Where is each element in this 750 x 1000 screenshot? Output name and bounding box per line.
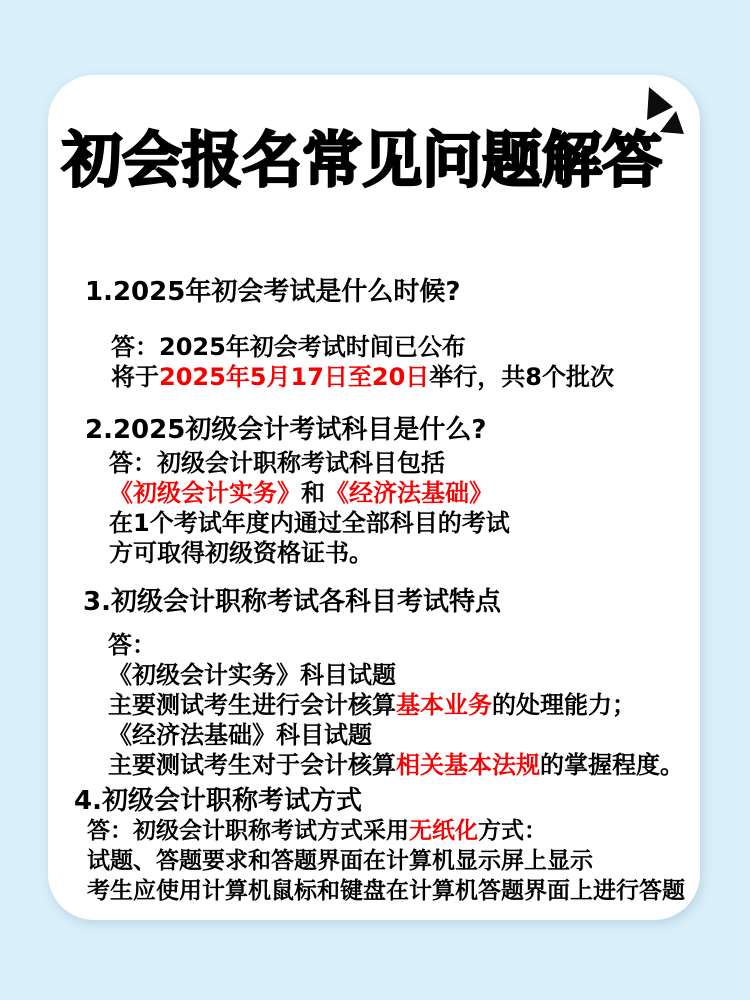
faq-question: 4.初级会计职称考试方式 [74,786,362,816]
faq-answer-line [108,660,700,690]
faq-question: 1.2025年初会考试是什么时候? [85,277,461,307]
faq-answer-line [108,720,700,750]
faq-answer-line [109,478,700,508]
answer-text: 的掌握程度。 [540,751,684,779]
answer-text: 《经济法基础》科目试题 [108,721,372,749]
faq-answer-line [108,750,700,780]
answer-text: 在1个考试年度内通过全部科目的考试 [109,509,510,537]
faq-answer [109,448,700,568]
faq-card [48,75,700,920]
answer-text: 和 [301,479,325,507]
faq-question: 2.2025初级会计考试科目是什么? [85,415,487,445]
answer-text: 答： [108,631,156,659]
answer-text: 的处理能力； [492,691,636,719]
faq-answer-line [109,538,700,568]
page-title: 初会报名常见问题解答 [62,126,662,196]
highlighted-text: 2025年5月17日至20日 [159,363,430,391]
highlighted-text: 《初级会计实务》 [109,479,301,507]
faq-answer-line [87,816,700,846]
answer-text: 方式： [478,818,547,844]
answer-text: 答：初级会计职称考试科目包括 [109,449,445,477]
faq-answer [108,630,700,780]
answer-text: 试题、答题要求和答题界面在计算机显示屏上显示 [87,848,593,874]
faq-answer-line [108,630,700,660]
answer-text: 答：2025年初会考试时间已公布 [111,333,466,361]
faq-answer-line [111,332,700,362]
faq-question: 3.初级会计职称考试各科目考试特点 [83,587,501,617]
answer-text: 主要测试考生进行会计核算 [108,691,396,719]
faq-answer-line [111,362,700,392]
faq-section [48,786,700,906]
highlighted-text: 基本业务 [396,691,492,719]
highlighted-text: 《经济法基础》 [325,479,493,507]
faq-section [48,415,700,568]
highlighted-text: 相关基本法规 [396,751,540,779]
answer-text: 《初级会计实务》科目试题 [108,661,396,689]
faq-answer-line [87,846,700,876]
answer-text: 方可取得初级资格证书。 [109,539,373,567]
faq-answer-line [109,508,700,538]
answer-text: 主要测试考生对于会计核算 [108,751,396,779]
faq-section [48,587,700,780]
faq-answer-line [87,876,700,906]
faq-answer-line [108,690,700,720]
faq-answer-line [109,448,700,478]
answer-text: 举行，共8个批次 [429,363,614,391]
faq-answer [87,816,700,906]
answer-text: 考生应使用计算机鼠标和键盘在计算机答题界面上进行答题 [87,878,685,904]
answer-text: 答：初级会计职称考试方式采用 [87,818,409,844]
faq-answer [111,332,700,392]
answer-text: 将于 [111,363,159,391]
faq-list [48,75,700,920]
faq-section [48,277,700,392]
highlighted-text: 无纸化 [409,818,478,844]
